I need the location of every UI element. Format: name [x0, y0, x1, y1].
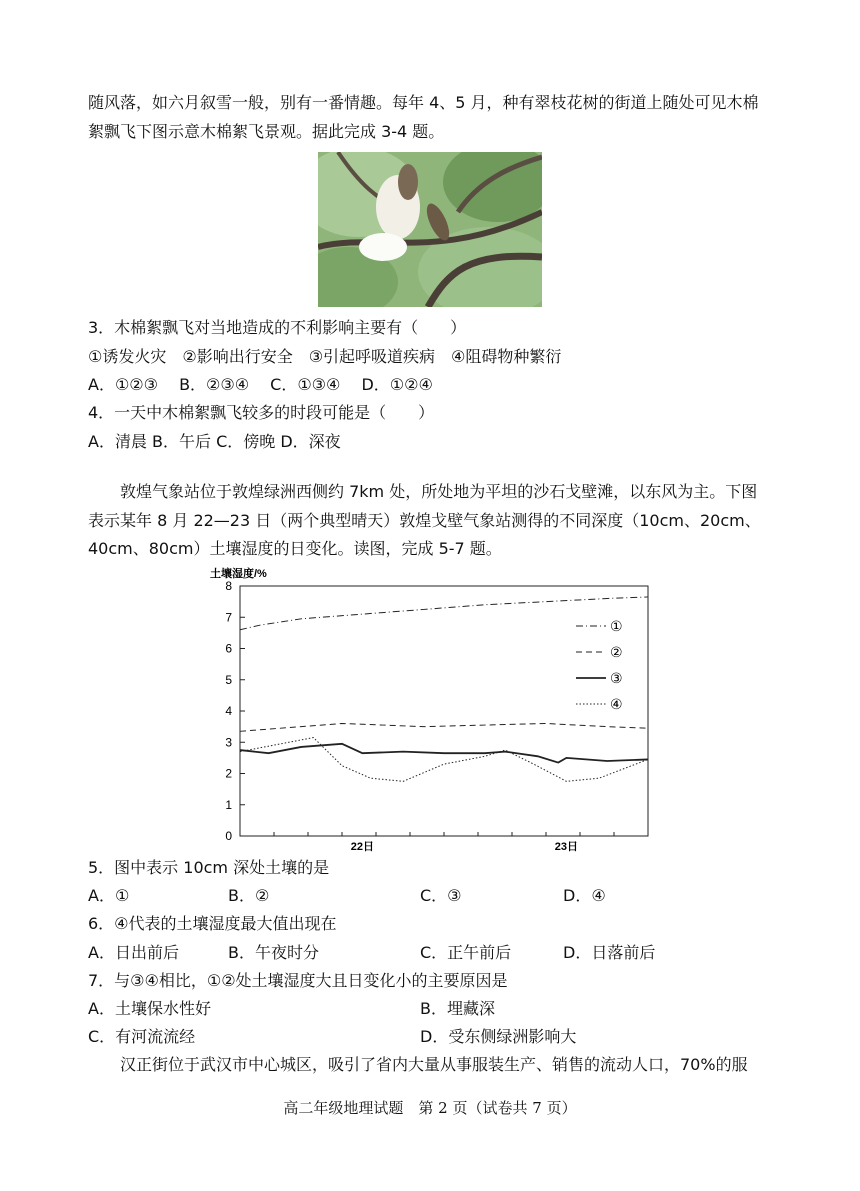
y-tick-label: 0 — [225, 829, 232, 843]
y-tick-label: 8 — [225, 579, 232, 593]
q5-option-b: B．② — [228, 886, 270, 905]
y-tick-label: 4 — [225, 704, 232, 718]
legend-label-3: ③ — [610, 671, 623, 687]
q7-option-c: C．有河流流经 — [88, 1027, 196, 1046]
q6-option-a: A．日出前后 — [88, 943, 179, 962]
q7-option-b: B．埋藏深 — [420, 999, 495, 1018]
q7-option-a: A．土壤保水性好 — [88, 999, 211, 1018]
q5-stem: 5．图中表示 10cm 深处土壤的是 — [88, 858, 330, 877]
q5-option-a: A．① — [88, 886, 130, 905]
x-tick-label: 23日 — [554, 841, 579, 852]
q6-option-d: D．日落前后 — [563, 943, 656, 962]
q7-stem: 7．与③④相比，①②处土壤湿度大且日变化小的主要原因是 — [88, 971, 508, 990]
y-tick-label: 7 — [225, 610, 232, 625]
q6-option-b: B．午夜时分 — [228, 943, 319, 962]
q3-items: ①诱发火灾 ②影响出行安全 ③引起呼吸道疾病 ④阻碍物种繁衍 — [88, 347, 562, 366]
q6-stem: 6．④代表的土壤湿度最大值出现在 — [88, 914, 337, 933]
plot-frame — [240, 586, 648, 836]
q3-options: A．①②③ B．②③④ C．①③④ D．①②④ — [88, 375, 433, 394]
series-line-2 — [240, 724, 648, 732]
passage2-line-3: 40cm、80cm）土壤湿度的日变化。读图，完成 5-7 题。 — [88, 539, 502, 558]
kapok-photo — [318, 152, 542, 307]
y-tick-label: 5 — [225, 672, 232, 687]
q5-option-c: C．③ — [420, 886, 462, 905]
series-line-1 — [240, 597, 648, 630]
page-footer: 高二年级地理试题 第 2 页（试卷共 7 页） — [283, 1099, 577, 1117]
legend-label-4: ④ — [610, 697, 623, 713]
passage3-line-1: 汉正街位于武汉市中心城区，吸引了省内大量从事服装生产、销售的流动人口，70%的服 — [120, 1055, 748, 1074]
x-tick-label: 22日 — [350, 841, 375, 852]
y-tick-label: 6 — [225, 641, 232, 656]
y-tick-label: 1 — [225, 797, 232, 812]
q7-option-d: D．受东侧绿洲影响大 — [420, 1027, 577, 1046]
legend-label-2: ② — [610, 645, 623, 661]
series-line-3 — [240, 744, 648, 763]
intro-line-2: 絮飘飞下图示意木棉絮飞景观。据此完成 3-4 题。 — [88, 122, 445, 141]
y-tick-label: 2 — [225, 766, 232, 781]
q4-options: A．清晨 B．午后 C．傍晚 D．深夜 — [88, 432, 341, 451]
soil-moisture-chart — [206, 562, 656, 852]
q5-option-d: D．④ — [563, 886, 606, 905]
y-tick-label: 3 — [225, 735, 232, 750]
q6-option-c: C．正午前后 — [420, 943, 512, 962]
intro-line-1: 随风落，如六月叙雪一般，别有一番情趣。每年 4、5 月，种有翠枝花树的街道上随处可见木棉 — [88, 93, 759, 112]
chart-ylabel: 土壤湿度/% — [210, 568, 267, 580]
q4-stem: 4．一天中木棉絮飘飞较多的时段可能是（ ） — [88, 403, 435, 422]
passage2-line-1: 敦煌气象站位于敦煌绿洲西侧约 7km 处，所处地为平坦的沙石戈壁滩，以东风为主。下图 — [120, 482, 758, 501]
q3-stem: 3．木棉絮飘飞对当地造成的不利影响主要有（ ） — [88, 318, 467, 337]
legend-label-1: ① — [610, 619, 623, 635]
passage2-line-2: 表示某年 8 月 22—23 日（两个典型晴天）敦煌戈壁气象站测得的不同深度（10cm、20cm、 — [88, 511, 761, 530]
